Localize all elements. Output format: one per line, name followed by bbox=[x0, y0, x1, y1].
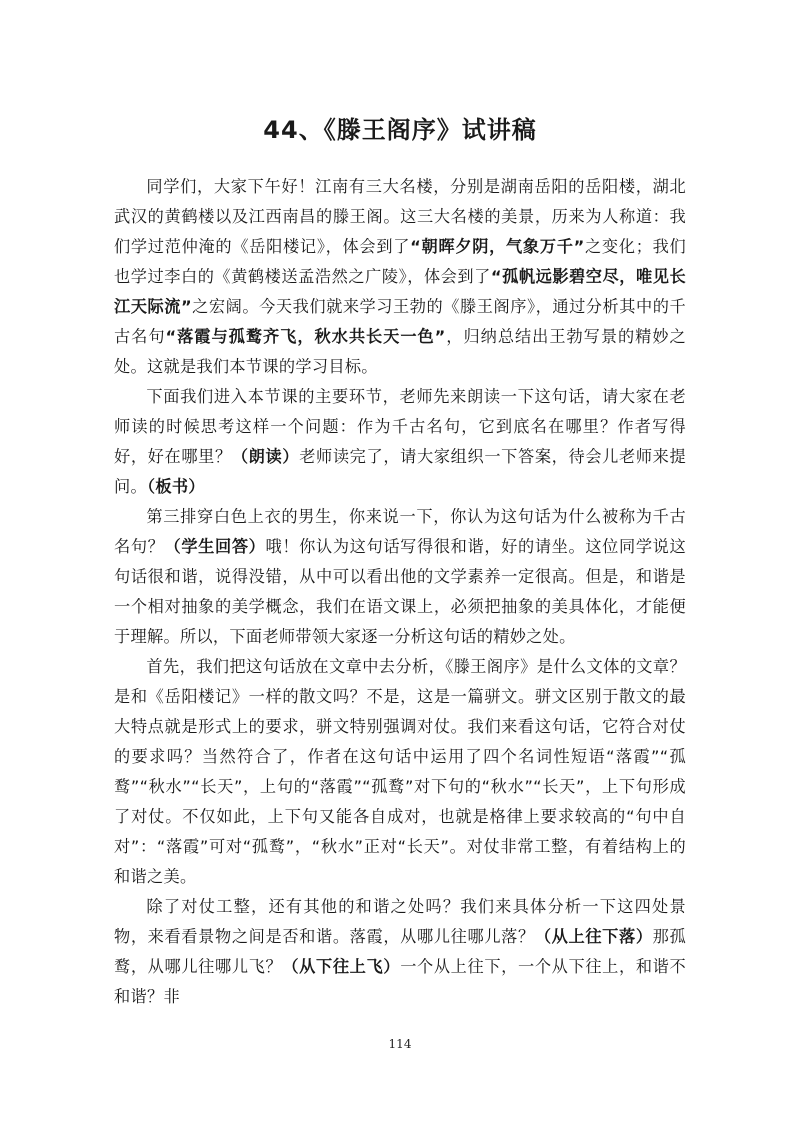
text-run: 一个从上往下，一个从下往上，和谐不和谐？非 bbox=[114, 957, 687, 1006]
page-number: 114 bbox=[388, 1037, 412, 1051]
text-run: 那孤鹜，从哪儿往哪儿飞？ bbox=[114, 927, 686, 976]
text-run: 哦！你认为这句话写得很和谐，好的请坐。这位同学说这句话很和谐，说得没错，从中可以看出他的文学素养一定很高。但是，和谐是一个相对抽象的美学概念，我们在语文课上，必须把抽象的美具体化，才能便于理解。所以，下面老师带领大家逐一分析这句话的精妙之处。 bbox=[114, 537, 686, 646]
document-title: 44、《滕王阁序》试讲稿 bbox=[263, 116, 537, 144]
bold-text: （从上往下落） bbox=[534, 927, 653, 946]
text-run: 老师读完了，请大家组织一下答案，待会儿老师来提问。 bbox=[114, 447, 687, 496]
text-run: ，归纳总结出王勃写景的精妙之处。这就是我们本节课的学习目标。 bbox=[114, 327, 686, 376]
text-run: 之变化；我们也学过李白的《黄鹤楼送孟浩然之广陵》，体会到了 bbox=[114, 237, 686, 286]
bold-text: （板书） bbox=[146, 477, 205, 496]
text-run: 除了对仗工整，还有其他的和谐之处吗？我们来具体分析一下这四处景物，来看看景物之间是否和谐。落霞，从哪儿往哪儿落？ bbox=[114, 897, 686, 946]
text-run: 同学们，大家下午好！江南有三大名楼，分别是湖南岳阳的岳阳楼，湖北武汉的黄鹤楼以及江西南昌的滕王阁。这三大名楼的美景，历来为人称道：我们学过范仲淹的《岳阳楼记》，体会到了 bbox=[114, 177, 686, 256]
text-run: 第三排穿白色上衣的男生，你来说一下，你认为这句话为什么被称为千古名句？ bbox=[114, 507, 686, 556]
paragraph bbox=[114, 892, 686, 1012]
paragraph bbox=[114, 652, 686, 892]
bold-text: （学生回答） bbox=[164, 537, 266, 556]
paragraph bbox=[114, 172, 686, 382]
bold-text: “孤帆远影碧空尽，唯见长江天际流” bbox=[114, 267, 686, 316]
paragraph bbox=[114, 382, 686, 502]
bold-text: “朝晖夕阴，气象万千” bbox=[410, 237, 585, 256]
paragraph bbox=[114, 502, 686, 652]
text-run: 之宏阔。今天我们就来学习王勃的《滕王阁序》，通过分析其中的千古名句 bbox=[114, 297, 686, 346]
bold-text: （朗读） bbox=[231, 447, 300, 466]
text-run: 下面我们进入本节课的主要环节，老师先来朗读一下这句话，请大家在老师读的时候思考这样一个问题：作为千古名句，它到底名在哪里？作者写得好，好在哪里？ bbox=[114, 387, 686, 466]
document-body bbox=[114, 172, 686, 1012]
text-run: 首先，我们把这句话放在文章中去分析，《滕王阁序》是什么文体的文章？是和《岳阳楼记》一样的散文吗？不是，这是一篇骈文。骈文区别于散文的最大特点就是形式上的要求，骈文特别强调对仗。我们来看这句话，它符合对仗的要求吗？当然符合了，作者在这句话中运用了四个名词性短语“落霞”“孤鹜”“秋水”“长天”，上句的“落霞”“孤鹜”对下句的“秋水”“长天”，上下句形成了对仗。不仅如此，上下句又能各自成对，也就是格律上要求较高的“句中自对”：“落霞”可对“孤鹜”，“秋水”正对“长天”。对仗非常工整，有着结构上的和谐之美。 bbox=[114, 657, 686, 886]
bold-text: “落霞与孤鹜齐飞，秋水共长天一色” bbox=[165, 327, 446, 346]
bold-text: （从下往上飞） bbox=[282, 957, 401, 976]
